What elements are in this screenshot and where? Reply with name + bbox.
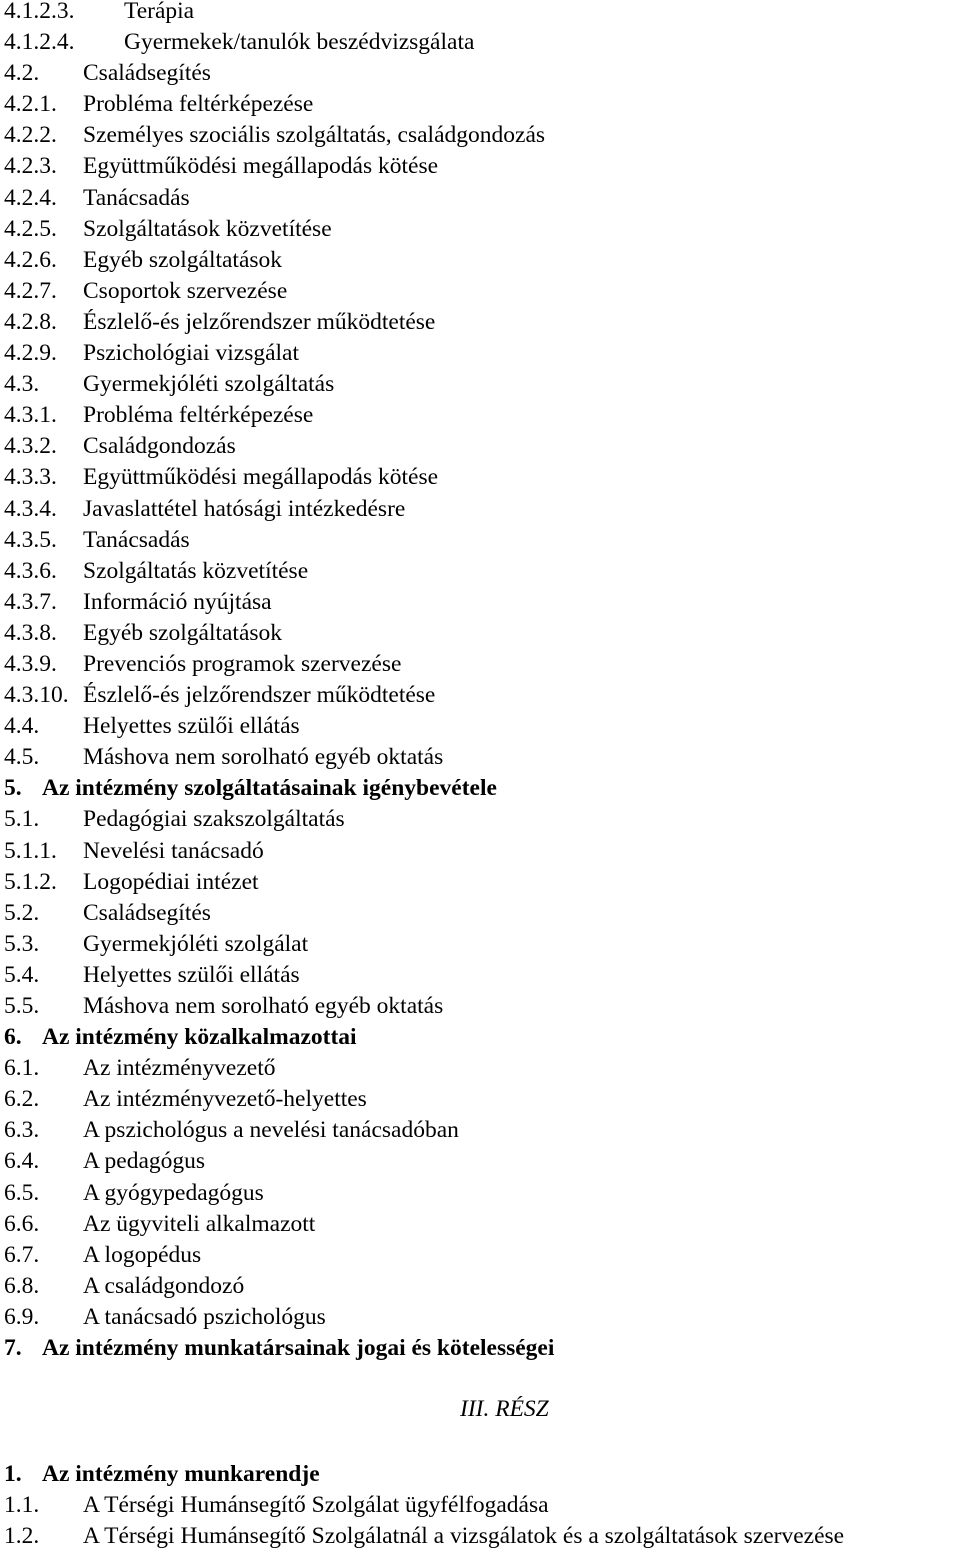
toc-entry-number: 4.2.1. bbox=[4, 91, 57, 118]
toc-entry bbox=[0, 525, 960, 556]
toc-entry-title: A gyógypedagógus bbox=[83, 1179, 264, 1206]
toc-entry bbox=[0, 369, 960, 400]
toc-entry-title: Együttműködési megállapodás kötése bbox=[83, 153, 439, 180]
toc-entry bbox=[0, 245, 960, 276]
toc-entry-number: 4.3.3. bbox=[4, 464, 57, 491]
toc-entry-number: 4.1.2.3. bbox=[4, 0, 75, 24]
toc-entry-title: Máshova nem sorolható egyéb oktatás bbox=[83, 744, 444, 771]
toc-entry-number: 4.2.3. bbox=[4, 153, 57, 180]
toc-entry bbox=[0, 1459, 960, 1490]
toc-entry-number: 4.3.7. bbox=[4, 588, 57, 615]
toc-entry bbox=[0, 960, 960, 991]
toc-entry-title: Észlelő-és jelzőrendszer működtetése bbox=[83, 682, 436, 709]
toc-entry bbox=[0, 431, 960, 462]
toc-entry bbox=[0, 742, 960, 773]
toc-entry bbox=[0, 1053, 960, 1084]
toc-entry-title: Gyermekek/tanulók beszédvizsgálata bbox=[124, 29, 475, 56]
toc-entry bbox=[0, 183, 960, 214]
table-of-contents-part-3 bbox=[0, 1459, 960, 1552]
toc-entry-number: 5.5. bbox=[4, 993, 40, 1019]
toc-entry-number: 5.1.1. bbox=[4, 837, 57, 864]
toc-entry-title: Pszichológiai vizsgálat bbox=[83, 340, 300, 367]
toc-entry bbox=[0, 1271, 960, 1302]
toc-entry bbox=[0, 1084, 960, 1115]
toc-entry-title: Családsegítés bbox=[83, 60, 211, 87]
toc-entry-title: Logopédiai intézet bbox=[83, 868, 259, 895]
toc-entry-number: 4.3.2. bbox=[4, 433, 57, 460]
toc-entry-number: 4.3.1. bbox=[4, 402, 57, 429]
toc-entry-number: 6.3. bbox=[4, 1117, 40, 1144]
toc-entry bbox=[0, 1178, 960, 1209]
toc-entry-number: 4.2.8. bbox=[4, 308, 57, 335]
toc-entry-number: 6.6. bbox=[4, 1210, 40, 1237]
part-heading bbox=[0, 1394, 960, 1425]
toc-entry-number: 5. bbox=[4, 775, 22, 802]
toc-entry-title: Az intézmény munkarendje bbox=[42, 1461, 320, 1487]
toc-entry-number: 6. bbox=[4, 1024, 22, 1051]
toc-entry bbox=[0, 462, 960, 493]
toc-entry bbox=[0, 494, 960, 525]
toc-entry-title: Egyéb szolgáltatások bbox=[83, 246, 283, 273]
toc-entry-title: Szolgáltatások közvetítése bbox=[83, 215, 332, 242]
toc-entry-number: 4.2.7. bbox=[4, 277, 57, 304]
toc-entry-title: Gyermekjóléti szolgáltatás bbox=[83, 371, 335, 398]
toc-entry bbox=[0, 0, 960, 27]
toc-entry-title: Szolgáltatás közvetítése bbox=[83, 557, 309, 584]
toc-entry-title: Helyettes szülői ellátás bbox=[83, 961, 300, 988]
toc-entry bbox=[0, 338, 960, 369]
toc-entry-title: Észlelő-és jelzőrendszer működtetése bbox=[83, 308, 436, 335]
toc-entry-number: 4.3.6. bbox=[4, 557, 57, 584]
toc-entry-number: 1.1. bbox=[4, 1492, 40, 1519]
toc-entry-title: Gyermekjóléti szolgálat bbox=[83, 930, 309, 957]
toc-entry-title: A pszichológus a nevelési tanácsadóban bbox=[83, 1117, 459, 1144]
toc-entry bbox=[0, 1302, 960, 1333]
toc-entry-number: 4.3.9. bbox=[4, 650, 57, 677]
toc-entry bbox=[0, 711, 960, 742]
toc-entry-number: 4.1.2.4. bbox=[4, 29, 75, 56]
toc-entry-title: Terápia bbox=[124, 0, 195, 24]
toc-entry-title: Családsegítés bbox=[83, 899, 211, 926]
toc-entry bbox=[0, 929, 960, 960]
toc-entry-title: A tanácsadó pszichológus bbox=[83, 1303, 326, 1330]
toc-entry-title: Személyes szociális szolgáltatás, családgondozás bbox=[83, 122, 546, 149]
toc-entry-title: Probléma feltérképezése bbox=[83, 91, 314, 118]
toc-entry bbox=[0, 214, 960, 245]
toc-entry-title: Családgondozás bbox=[83, 433, 236, 460]
toc-entry-number: 1.2. bbox=[4, 1523, 40, 1550]
toc-entry-title: Javaslattétel hatósági intézkedésre bbox=[83, 495, 406, 522]
toc-entry-title: Az ügyviteli alkalmazott bbox=[83, 1210, 316, 1237]
toc-entry-number: 4.2.5. bbox=[4, 215, 57, 242]
toc-entry-number: 6.5. bbox=[4, 1179, 40, 1206]
toc-entry-number: 6.8. bbox=[4, 1272, 40, 1299]
toc-entry-title: Az intézményvezető bbox=[83, 1055, 276, 1082]
toc-entry bbox=[0, 836, 960, 867]
toc-entry bbox=[0, 307, 960, 338]
toc-entry bbox=[0, 27, 960, 58]
toc-entry-title: A Térségi Humánsegítő Szolgálat ügyfélfogadása bbox=[83, 1492, 549, 1519]
toc-entry bbox=[0, 1240, 960, 1271]
toc-entry bbox=[0, 151, 960, 182]
toc-entry bbox=[0, 1146, 960, 1177]
toc-entry-number: 7. bbox=[4, 1335, 22, 1362]
toc-entry-number: 4.2.6. bbox=[4, 246, 57, 273]
toc-entry-number: 6.1. bbox=[4, 1055, 40, 1082]
toc-entry bbox=[0, 991, 960, 1022]
toc-entry bbox=[0, 89, 960, 120]
toc-entry-title: Nevelési tanácsadó bbox=[83, 837, 264, 864]
toc-entry bbox=[0, 400, 960, 431]
toc-entry bbox=[0, 556, 960, 587]
toc-entry-title: Probléma feltérképezése bbox=[83, 402, 314, 429]
toc-entry-number: 4.2.4. bbox=[4, 184, 57, 211]
toc-entry bbox=[0, 1209, 960, 1240]
toc-entry-title: Az intézmény közalkalmazottai bbox=[42, 1024, 357, 1051]
toc-entry bbox=[0, 680, 960, 711]
toc-entry-number: 5.4. bbox=[4, 961, 40, 988]
toc-entry-title: Helyettes szülői ellátás bbox=[83, 713, 300, 740]
toc-entry bbox=[0, 773, 960, 804]
toc-entry-number: 4.4. bbox=[4, 713, 40, 740]
toc-entry-number: 5.2. bbox=[4, 899, 40, 926]
toc-entry-number: 4.2. bbox=[4, 60, 40, 87]
toc-entry-number: 5.3. bbox=[4, 930, 40, 957]
toc-entry bbox=[0, 58, 960, 89]
toc-entry-number: 4.3.10. bbox=[4, 682, 69, 709]
toc-entry-number: 6.7. bbox=[4, 1241, 40, 1268]
toc-entry-number: 4.5. bbox=[4, 744, 40, 771]
toc-entry-title: Az intézmény munkatársainak jogai és kötelességei bbox=[42, 1335, 555, 1362]
toc-entry-title: Máshova nem sorolható egyéb oktatás bbox=[83, 993, 444, 1019]
toc-entry bbox=[0, 649, 960, 680]
toc-entry-number: 6.9. bbox=[4, 1303, 40, 1330]
toc-entry-title: Az intézményvezető-helyettes bbox=[83, 1086, 367, 1113]
toc-entry bbox=[0, 587, 960, 618]
toc-entry bbox=[0, 898, 960, 929]
toc-entry bbox=[0, 1490, 960, 1521]
toc-entry-number: 4.3. bbox=[4, 371, 40, 398]
toc-entry-title: Tanácsadás bbox=[83, 184, 190, 211]
toc-entry bbox=[0, 120, 960, 151]
toc-entry-title: A pedagógus bbox=[83, 1148, 206, 1175]
toc-entry bbox=[0, 1521, 960, 1552]
toc-entry-title: Az intézmény szolgáltatásainak igénybevétele bbox=[42, 775, 497, 802]
toc-entry bbox=[0, 618, 960, 649]
toc-entry-number: 6.2. bbox=[4, 1086, 40, 1113]
toc-entry-title: Csoportok szervezése bbox=[83, 277, 288, 304]
toc-entry-number: 5.1. bbox=[4, 806, 40, 833]
toc-entry-number: 4.3.5. bbox=[4, 526, 57, 553]
toc-entry bbox=[0, 867, 960, 898]
toc-entry-number: 5.1.2. bbox=[4, 868, 57, 895]
toc-entry bbox=[0, 1115, 960, 1146]
toc-entry-number: 4.2.9. bbox=[4, 340, 57, 367]
toc-entry-title: Egyéb szolgáltatások bbox=[83, 619, 283, 646]
toc-entry bbox=[0, 1022, 960, 1053]
toc-entry bbox=[0, 276, 960, 307]
toc-entry-title: Tanácsadás bbox=[83, 526, 190, 553]
toc-entry-title: A logopédus bbox=[83, 1241, 202, 1268]
toc-entry-number: 6.4. bbox=[4, 1148, 40, 1175]
toc-entry-title: Pedagógiai szakszolgáltatás bbox=[83, 806, 345, 833]
part-heading-text: III. RÉSZ bbox=[460, 1396, 549, 1422]
toc-entry-title: A családgondozó bbox=[83, 1272, 245, 1299]
toc-entry-title: A Térségi Humánsegítő Szolgálatnál a vizsgálatok és a szolgáltatások szervezése bbox=[83, 1523, 845, 1550]
toc-entry-title: Információ nyújtása bbox=[83, 588, 272, 615]
toc-entry bbox=[0, 804, 960, 835]
toc-entry-title: Együttműködési megállapodás kötése bbox=[83, 464, 439, 491]
toc-entry-number: 4.3.8. bbox=[4, 619, 57, 646]
toc-entry bbox=[0, 1333, 960, 1364]
toc-entry-number: 1. bbox=[4, 1461, 22, 1487]
toc-entry-title: Prevenciós programok szervezése bbox=[83, 650, 402, 677]
toc-entry-number: 4.2.2. bbox=[4, 122, 57, 149]
toc-entry-number: 4.3.4. bbox=[4, 495, 57, 522]
